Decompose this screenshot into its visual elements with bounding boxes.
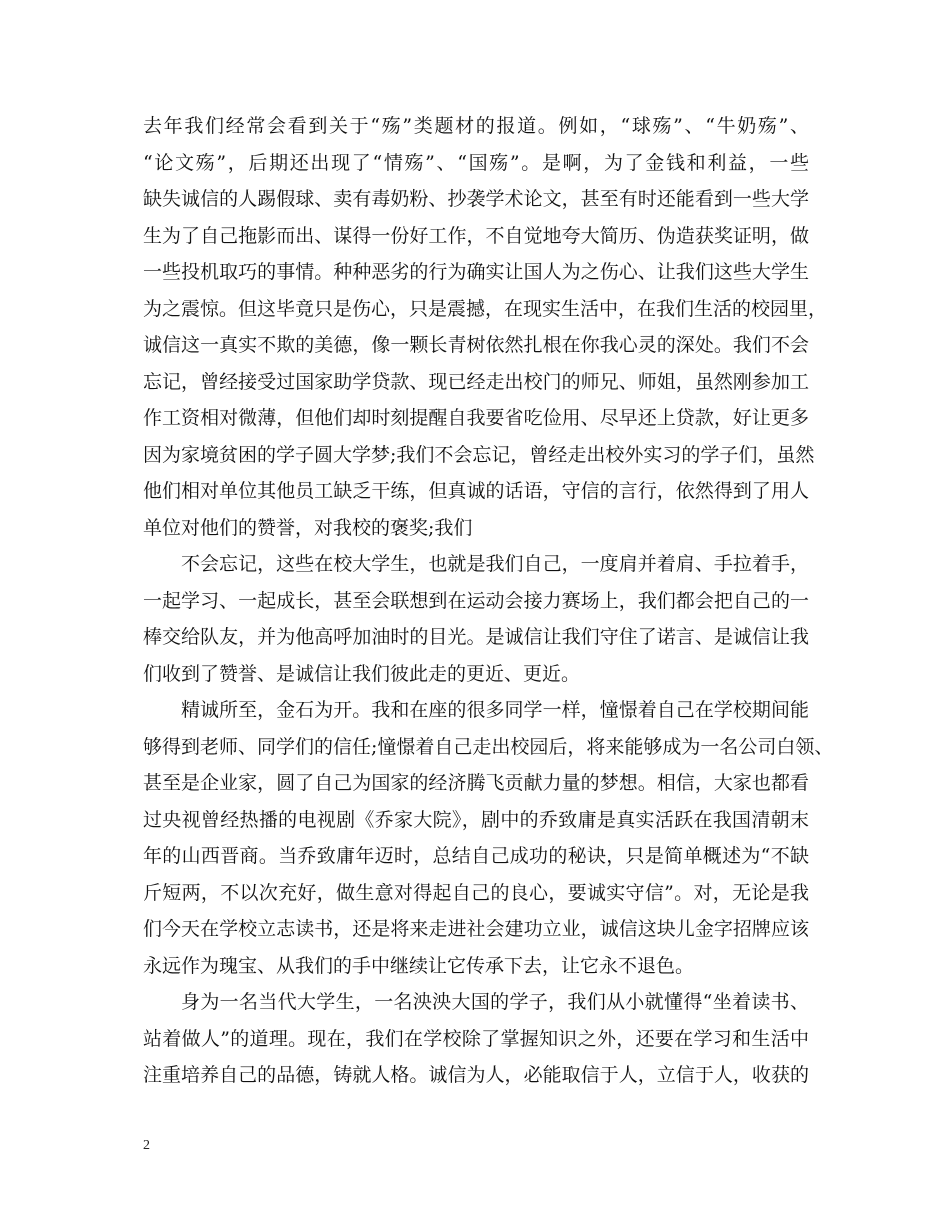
text-line: 单位对他们的赞誉，对我校的褒奖;我们 [143,516,473,539]
text-line: 不会忘记，这些在校大学生，也就是我们自己，一度肩并着肩、手拉着手， [181,553,809,575]
text-line: 永远作为瑰宝、从我们的手中继续让它传承下去，让它永不退色。 [143,954,695,977]
paragraph [143,108,828,546]
text-line: 去年我们经常会看到关于“殇”类题材的报道。例如，“球殇”、“牛奶殇”、 [143,115,809,137]
text-line: “论文殇”，后期还出现了“情殇”、“国殇”。是啊，为了金钱和利益，一些 [143,151,809,174]
text-line: 身为一名当代大学生，一名泱泱大国的学子，我们从小就懂得“坐着读书、 [181,991,809,1013]
page-number: 2 [143,1138,150,1153]
text-line: 为之震惊。但这毕竟只是伤心，只是震撼，在现实生活中，在我们生活的校园里， [143,297,828,320]
text-line: 生为了自己拖影而出、谋得一份好工作，不自觉地夸大简历、伪造获奖证明，做 [143,224,809,247]
paragraph [143,692,834,984]
text-line: 因为家境贫困的学子圆大学梦;我们不会忘记，曾经走出校外实习的学子们，虽然 [143,443,815,466]
text-line: 精诚所至，金石为开。我和在座的很多同学一样，憧憬着自己在学校期间能 [181,699,809,721]
paragraph [143,984,809,1094]
text-line: 斤短两，不以次充好，做生意对得起自己的良心，要诚实守信”。对，无论是我 [143,881,809,904]
text-line: 站着做人”的道理。现在，我们在学校除了掌握知识之外，还要在学习和生活中 [143,1027,809,1050]
text-line: 诚信这一真实不欺的美德，像一颗长青树依然扎根在你我心灵的深处。我们不会 [143,334,809,356]
text-line: 作工资相对微薄，但他们却时刻提醒自我要省吃俭用、尽早还上贷款，好让更多 [143,407,809,429]
text-line: 忘记，曾经接受过国家助学贷款、现已经走出校门的师兄、师姐，虽然刚参加工 [143,370,809,393]
text-line: 棒交给队友，并为他高呼加油时的目光。是诚信让我们守住了诺言、是诚信让我 [143,626,809,648]
text-line: 一起学习、一起成长，甚至会联想到在运动会接力赛场上，我们都会把自己的一 [143,589,809,612]
text-line: 甚至是企业家，圆了自己为国家的经济腾飞贡献力量的梦想。相信，大家也都看 [143,772,809,794]
text-line: 缺失诚信的人踢假球、卖有毒奶粉、抄袭学术论文，甚至有时还能看到一些大学 [143,188,809,210]
text-line: 们收到了赞誉、是诚信让我们彼此走的更近、更近。 [143,662,581,685]
text-line: 年的山西晋商。当乔致庸年迈时，总结自己成功的秘诀，只是简单概述为“不缺 [143,845,809,867]
text-line: 一些投机取巧的事情。种种恶劣的行为确实让国人为之伤心、让我们这些大学生 [143,261,809,283]
paragraph [143,546,809,692]
text-line: 他们相对单位其他员工缺乏干练，但真诚的话语，守信的言行，依然得到了用人 [143,480,809,502]
document-body [143,108,834,1094]
text-line: 注重培养自己的品德，铸就人格。诚信为人，必能取信于人，立信于人，收获的 [143,1064,809,1086]
text-line: 们今天在学校立志读书，还是将来走进社会建功立业，诚信这块儿金字招牌应该 [143,918,809,940]
text-line: 够得到老师、同学们的信任;憧憬着自己走出校园后，将来能够成为一名公司白领、 [143,735,834,758]
text-line: 过央视曾经热播的电视剧《乔家大院》，剧中的乔致庸是真实活跃在我国清朝末 [143,808,809,831]
